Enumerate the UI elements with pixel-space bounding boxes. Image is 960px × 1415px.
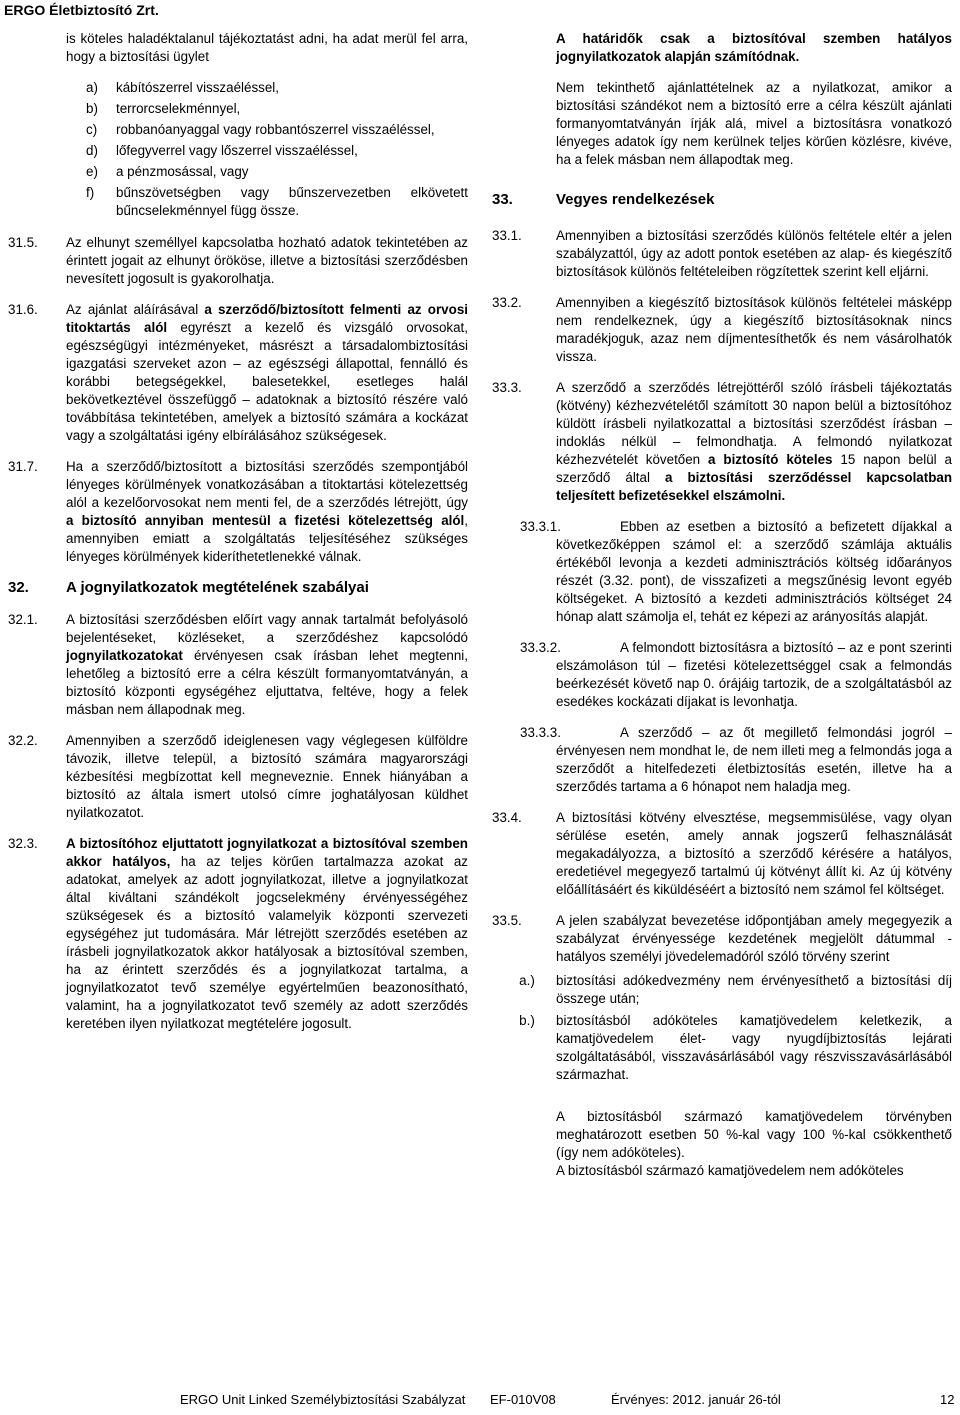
section-text: A szerződő a szerződés létrejöttéről szóló írásbeli tájékoztatás (kötvény) kézhezvételétől számított 30 napon belül a biztosítóhoz küldött írásbeli nyilatkozattal a biztosítási szerződést írásban – indoklás nélkül – felmondhatja. A felmondó nyilatkozat kézhezvételét követően a biztosító köteles 15 napon belül a szerződő által a biztosítási szerződéssel kapcsolatban teljesített befizetésekkel elszámolni. <box>556 380 953 503</box>
heading-number: 32. <box>8 579 29 596</box>
section-text: Az elhunyt személlyel kapcsolatba hozható adatok tekintetében az érintett jogait az elhunyt örököse, illetve a biztosítási szerződésben nevesített jogosult is gyakorolhatja. <box>66 235 468 286</box>
footer-page-number: 12 <box>940 1392 955 1407</box>
list-item: d) lőfegyverrel vagy lőszerrel visszaéléssel, <box>86 143 358 158</box>
section-33-3-3 <box>520 724 952 796</box>
list-item: c) robbanóanyaggal vagy robbantószerrel visszaéléssel, <box>86 122 435 137</box>
section-number: 33.3.2. <box>520 640 561 655</box>
section-32-1 <box>8 611 468 719</box>
section-number: 33.3.3. <box>520 725 561 740</box>
list-item: e) a pénzmosással, vagy <box>86 164 249 179</box>
heading-number: 33. <box>492 191 513 208</box>
section-33-3-2 <box>520 639 952 711</box>
section-33-3-1 <box>520 518 952 626</box>
left-column <box>8 30 468 1046</box>
section-text: Amennyiben a kiegészítő biztosítások különös feltételei másképp nem rendelkeznek, úgy a kiegészítő biztosításoknak nincs maradékjoguk, azaz nem díjmentesíthetők és nem vásárolhatók vissza. <box>556 295 952 364</box>
section-number: 33.3. <box>492 380 522 395</box>
section-number: 33.5. <box>492 913 522 928</box>
section-31-6 <box>8 301 468 445</box>
list-item: a.) biztosítási adókedvezmény nem érvényesíthető a biztosítási díj összege után; <box>519 973 952 1006</box>
section-32-2 <box>8 732 468 822</box>
page-header-company: ERGO Életbiztosító Zrt. <box>4 2 159 18</box>
section-33-1 <box>492 227 952 281</box>
list-item: b.) biztosításból adóköteles kamatjövedelem keletkezik, a kamatjövedelem élet- vagy nyugdíjbiztosítás lejárati szolgáltatásából, visszavásárlásából vagy részvisszavásárlásából származhat. <box>519 1013 952 1082</box>
section-32-3 <box>8 835 468 1033</box>
deadline-note: A határidők csak a biztosítóval szemben hatályos jognyilatkozatok alapján számítódnak. <box>556 31 952 64</box>
list-item: f) bűnszövetségben vagy bűnszervezetben elkövetett bűncselekménnyel függ össze. <box>86 185 468 218</box>
section-text: A biztosítási szerződésben előírt vagy annak tartalmát befolyásoló bejelentéseket, közléseket, a szerződéshez kapcsolódó jognyilatkozatokat érvényesen csak írásban lehet megtenni, lehetőleg a biztosító erre a célra készült formanyomtatványán, a biztosító központi egységéhez eljuttatva, feltéve, hogy a felek másban nem állapodnak meg. <box>66 612 468 717</box>
section-number: 32.3. <box>8 836 38 851</box>
footer-code: EF-010V08 <box>490 1392 556 1407</box>
section-number: 33.3.1. <box>520 519 561 534</box>
list-item: a) kábítószerrel visszaéléssel, <box>86 80 279 95</box>
section-text: A jelen szabályzat bevezetése időpontjában amely megegyezik a szabályzat érvényessége kezdetének megjelölt dátummal - hatályos személyi jövedelemadóról szóló törvény szerint <box>556 913 952 964</box>
offer-paragraph: Nem tekinthető ajánlattételnek az a nyilatkozat, amikor a biztosítási szándékot nem a biztosító erre a célra készült ajánlati formanyomtatványán írják alá, mivel a biztosításra vonatkozó lényeges adatok így nem kerülnek teljes körűen közlésre, kivéve, ha a felek másban nem állapodtak meg. <box>556 80 952 167</box>
section-text: A biztosítóhoz eljuttatott jognyilatkozat a biztosítóval szemben akkor hatályos, ha az teljes körűen tartalmazza azokat az adatokat, amelyek az adott jognyilatkozat, illetve a jognyilatkozat által kiváltani szándékolt jogcselekmény érvényességéhez szükségesek és a biztosító valamelyik központi szervezeti egységéhez jut tudomására. Már létrejött szerződés esetében az írásbeli jognyilatkozatok akkor hatályosak a biztosítóval szemben, ha az érintett szerződés és a jognyilatkozat tartalma, a jognyilatkozatot tevő személye egyértelműen beazonosítható, valamint, ha a jognyilatkozatot tevő személy az adott szerződés keretében ilyen nyilatkozat megtételére jogosult. <box>66 836 468 1031</box>
heading-32 <box>8 579 468 597</box>
closing-paragraph: A biztosításból származó kamatjövedelem törvényben meghatározott esetben 50 %-kal vagy 100 %-kal csökkenthető (így nem adóköteles). <box>556 1109 952 1160</box>
closing-paragraph-2: A biztosításból származó kamatjövedelem nem adóköteles <box>556 1163 904 1178</box>
section-number: 33.2. <box>492 295 522 310</box>
heading-title: Vegyes rendelkezések <box>556 191 715 208</box>
section-33-3 <box>492 379 953 505</box>
section-number: 31.5. <box>8 235 38 250</box>
section-text: A biztosítási kötvény elvesztése, megsemmisülése, vagy olyan sérülése esetén, amely annak jogszerű felhasználását megakadályozza, a biztosító a szerződő kérésére a hatályos, eredetiével megegyező tartalmú új kötvényt állít ki. Az új kötvény előállításáért és kiküldéséért a biztosító nem számol fel költséget. <box>556 810 952 897</box>
section-number: 33.1. <box>492 228 522 243</box>
section-33-4 <box>492 809 952 899</box>
section-number: 31.6. <box>8 302 38 317</box>
section-text: A felmondott biztosításra a biztosító – az e pont szerinti elszámoláson túl – fizetési kötelezettséggel csak a felmondás beérkezését követő nap 0. órájáig tartozik, de a szolgáltatásból az esedékes kockázati díjakat is levonhatja. <box>556 640 952 709</box>
tax-list <box>519 972 952 1084</box>
heading-title: A jognyilatkozatok megtételének szabályai <box>66 579 369 596</box>
section-number: 32.1. <box>8 612 38 627</box>
section-text: Amennyiben a szerződő ideiglenesen vagy véglegesen külföldre távozik, illetve települ, a biztosító számára magyarországi kézbesítési megbízottat kell megneveznie. Ennek hiányában a biztosító az általa ismert utolsó címre joghatályosan küldhet nyilatkozatot. <box>66 733 468 820</box>
footer-validity: Érvényes: 2012. január 26-tól <box>611 1392 781 1407</box>
heading-33 <box>492 191 952 209</box>
section-text: Amennyiben a biztosítási szerződés különös feltétele eltér a jelen szabályzattól, úgy az adott pontok esetében az alap- és kiegészítő biztosítások különös feltételeiben rögzítettek szerint kell eljárni. <box>556 228 952 279</box>
section-number: 31.7. <box>8 459 38 474</box>
section-text: Ebben az esetben a biztosító a befizetett díjakkal a következőképpen számol el: a szerződő számlája aktuális értékéből levonja a kezdeti adminisztrációs költség időarányos részét (3.32. pont), de visszafizeti a megszűnésig levont egyéb költségeket. A biztosító a kezdeti adminisztrációs költséget 24 hónap alatt számolja el, tehát ez képezi az arányosítás alapját. <box>556 519 952 624</box>
section-text: Ha a szerződő/biztosított a biztosítási szerződés szempontjából lényeges körülmények vonatkozásában a titoktartási kötelezettség alól a kezelőorvosokat nem menti fel, de a szerződés létrejött, úgy a biztosító annyiban mentesül a fizetési kötelezettség alól, amennyiben emiatt a szolgáltatás teljesítéséhez szükséges lényeges körülmények kideríthetetlenekké válnak. <box>66 459 468 564</box>
section-number: 32.2. <box>8 733 38 748</box>
section-33-5 <box>492 912 952 966</box>
section-text: A szerződő – az őt megillető felmondási jogról – érvényesen nem mondhat le, de nem illeti meg a felmondás joga a szerződőt a hitelfedezeti életbiztosítás esetén, illetve ha a szerződés tartama a 6 hónapot nem haladja meg. <box>556 725 952 794</box>
footer-title: ERGO Unit Linked Személybiztosítási Szabályzat <box>180 1392 466 1407</box>
section-text: Az ajánlat aláírásával a szerződő/biztosított felmenti az orvosi titoktartás alól egyrészt a kezelő és vizsgáló orvosokat, egészségügyi intézményeket, másrészt a társadalombiztosítási igazgatási szerveket azon – az egészségi állapottal, fennálló és korábbi betegségekkel, balesetekkel, esetleges halál bekövetkeztével összefüggő – adatoknak a biztosító részére való továbbítása tekintetében, amelyek a biztosító számára a kockázat vagy a szolgáltatási igény elbírálásához szükségesek. <box>66 302 468 443</box>
section-31-7 <box>8 458 468 566</box>
list-item: b) terrorcselekménnyel, <box>86 101 241 116</box>
section-31-5 <box>8 234 468 288</box>
section-33-2 <box>492 294 952 366</box>
section-number: 33.4. <box>492 810 522 825</box>
intro-paragraph: is köteles haladéktalanul tájékoztatást adni, ha adat merül fel arra, hogy a biztosítási ügylet <box>66 31 468 64</box>
offence-list <box>86 79 468 220</box>
right-column <box>492 30 953 1180</box>
